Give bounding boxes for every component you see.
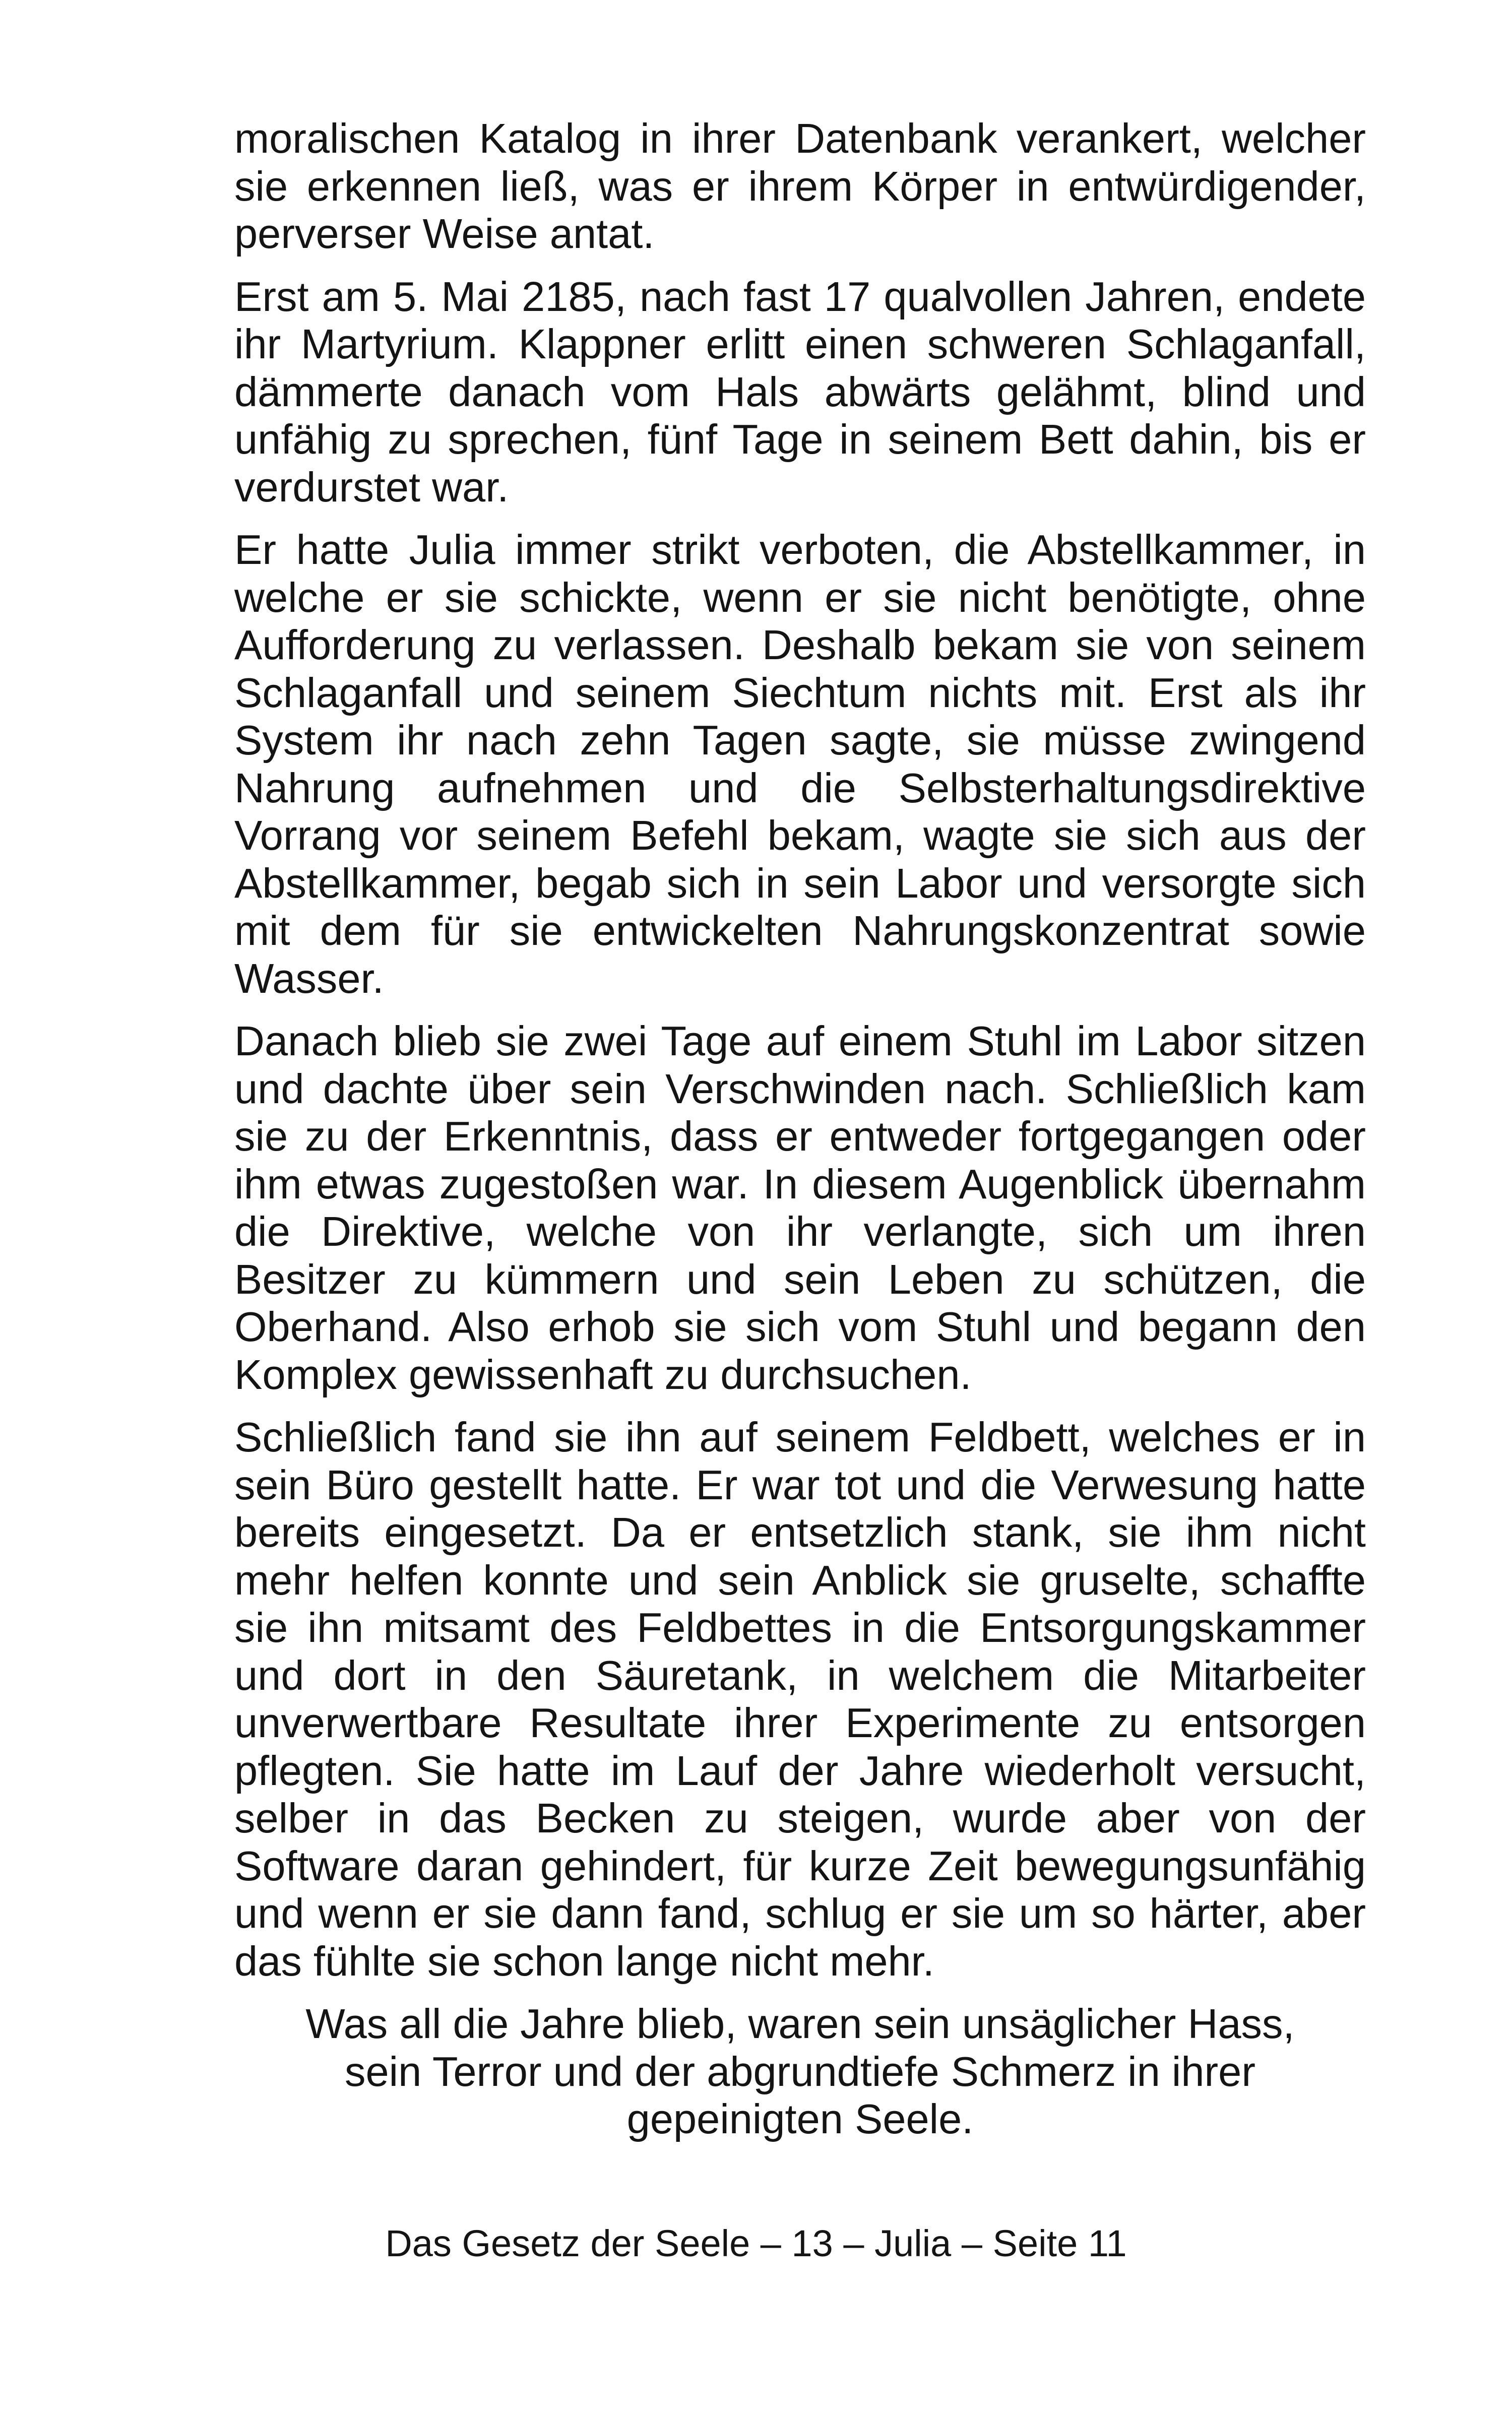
footer-page-number: Seite 11 bbox=[992, 2222, 1127, 2264]
footer-separator-2: – bbox=[833, 2222, 875, 2264]
paragraph-2: Erst am 5. Mai 2185, nach fast 17 qualvollen Jahren, endete ihr Martyrium. Klappner erlitt einen schweren Schlaganfall, dämmerte danach vom Hals abwärts gelähmt, blind und unfähig zu sprechen, fünf Tage in seinem Bett dahin, bis er verdurstet war. bbox=[234, 273, 1366, 511]
paragraph-4: Danach blieb sie zwei Tage auf einem Stuhl im Labor sitzen und dachte über sein Verschwinden nach. Schließlich kam sie zu der Erkenntnis, dass er entweder fortgegangen oder ihm etwas zugestoßen war. In diesem Augenblick übernahm die Direktive, welche von ihr verlangte, sich um ihren Besitzer zu kümmern und sein Leben zu schützen, die Oberhand. Also erhob sie sich vom Stuhl und begann den Komplex gewissenhaft zu durchsuchen. bbox=[234, 1017, 1366, 1398]
paragraph-1: moralischen Katalog in ihrer Datenbank verankert, welcher sie erkennen ließ, was er ihrem Körper in entwürdigender, perverser Weise antat. bbox=[234, 115, 1366, 257]
paragraph-5: Schließlich fand sie ihn auf seinem Feldbett, welches er in sein Büro gestellt hatte. Er war tot und die Verwesung hatte bereits eingesetzt. Da er entsetzlich stank, sie ihm nicht mehr helfen konnte und sein Anblick sie gruselte, schaffte sie ihn mitsamt des Feldbettes in die Entsorgungskammer und dort in den Säuretank, in welchem die Mitarbeiter unverwertbare Resultate ihrer Experimente zu entsorgen pflegten. Sie hatte im Lauf der Jahre wiederholt versucht, selber in das Becken zu steigen, wurde aber von der Software daran gehindert, für kurze Zeit bewegungsunfähig und wenn er sie dann fand, schlug er sie um so härter, aber das fühlte sie schon lange nicht mehr. bbox=[234, 1414, 1366, 1985]
paragraph-3: Er hatte Julia immer strikt verboten, die Abstellkammer, in welche er sie schickte, wenn er sie nicht benötigte, ohne Aufforderung zu verlassen. Deshalb bekam sie von seinem Schlaganfall und seinem Siechtum nichts mit. Erst als ihr System ihr nach zehn Tagen sagte, sie müsse zwingend Nahrung aufnehmen und die Selbsterhaltungsdirektive Vorrang vor seinem Befehl bekam, wagte sie sich aus der Abstellkammer, begab sich in sein Labor und versorgte sich mit dem für sie entwickelten Nahrungskonzentrat sowie Wasser. bbox=[234, 526, 1366, 1002]
footer-separator-1: – bbox=[750, 2222, 792, 2264]
body-text bbox=[234, 115, 1366, 2158]
footer-book-title: Das Gesetz der Seele bbox=[385, 2222, 750, 2264]
footer-separator-3: – bbox=[951, 2222, 993, 2264]
page-footer bbox=[0, 2222, 1512, 2265]
footer-chapter: Julia bbox=[874, 2222, 952, 2264]
closing-paragraph: Was all die Jahre blieb, waren sein unsäglicher Hass, sein Terror und der abgrundtiefe Schmerz in ihrer gepeinigten Seele. bbox=[305, 2000, 1295, 2142]
footer-volume: 13 bbox=[791, 2222, 833, 2264]
